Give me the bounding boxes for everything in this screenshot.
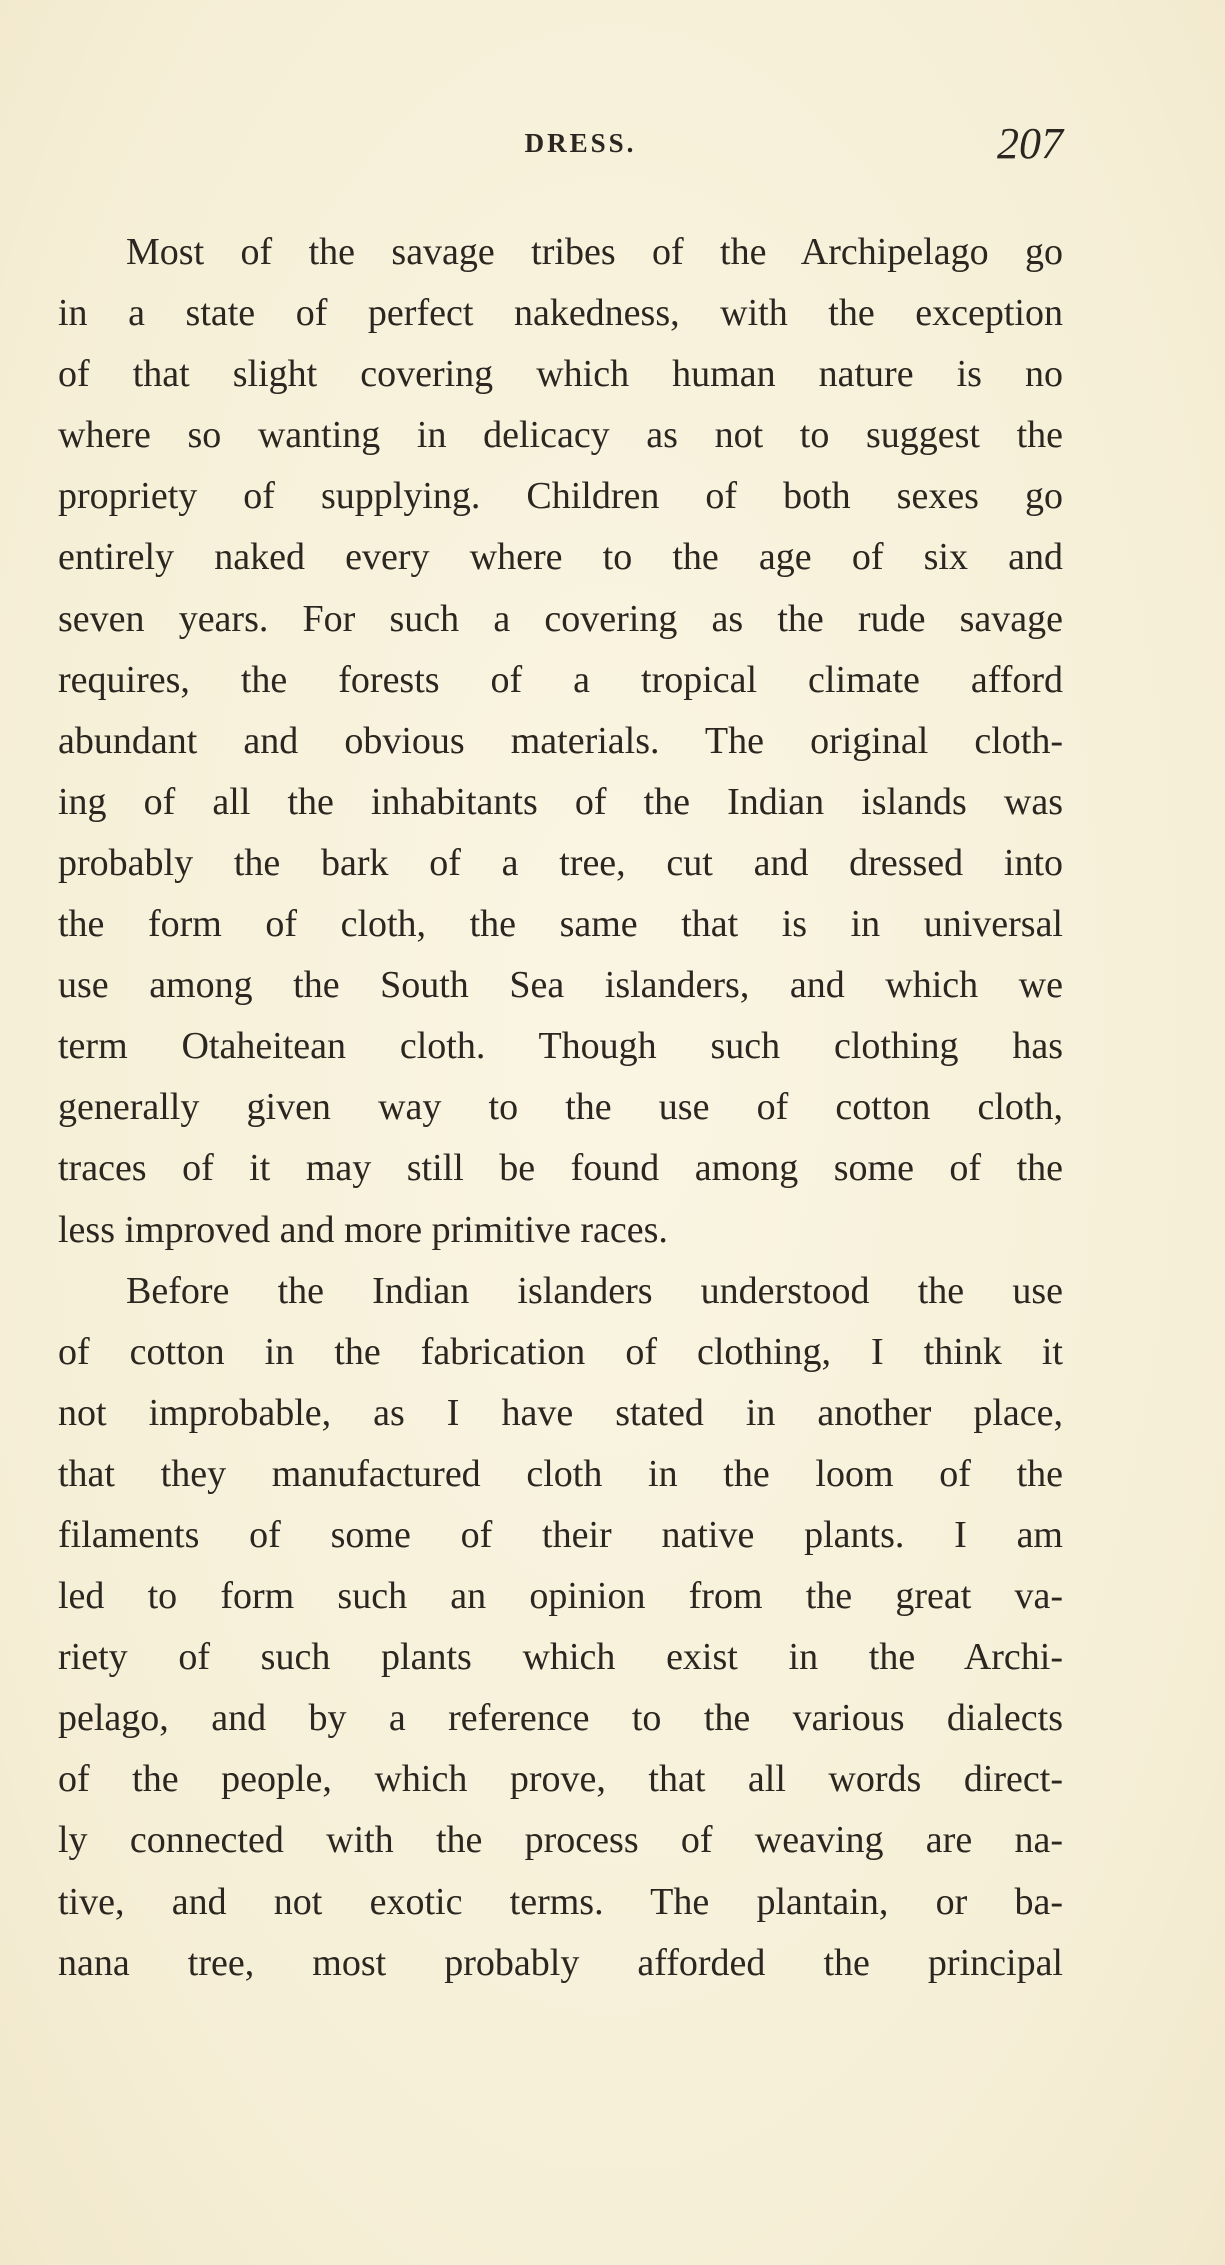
text-line: generally given way to the use of cotton cloth, — [58, 1086, 1063, 1129]
text-line: use among the South Sea islanders, and which we — [58, 964, 1063, 1007]
text-line: the form of cloth, the same that is in universal — [58, 903, 1063, 946]
text-line: led to form such an opinion from the great va- — [58, 1575, 1063, 1618]
text-line: term Otaheitean cloth. Though such clothing has — [58, 1025, 1063, 1068]
text-line: requires, the forests of a tropical climate afford — [58, 658, 1063, 701]
body-text — [58, 222, 1063, 1994]
text-line: seven years. For such a covering as the rude savage — [58, 597, 1063, 640]
text-line: nana tree, most probably afforded the principal — [58, 1941, 1063, 1984]
text-line: tive, and not exotic terms. The plantain, or ba- — [58, 1880, 1063, 1923]
text-line: of the people, which prove, that all words direct- — [58, 1758, 1063, 1801]
text-line: propriety of supplying. Children of both sexes go — [58, 475, 1063, 518]
text-line: not improbable, as I have stated in another place, — [58, 1391, 1063, 1434]
text-line: abundant and obvious materials. The original cloth- — [58, 719, 1063, 762]
text-line: Most of the savage tribes of the Archipelago go — [126, 231, 1063, 273]
running-head-title: DRESS. — [524, 128, 637, 158]
text-line: pelago, and by a reference to the various dialects — [58, 1697, 1063, 1740]
running-head — [58, 118, 1063, 168]
text-line: in a state of perfect nakedness, with the exception — [58, 292, 1063, 335]
text-line: where so wanting in delicacy as not to suggest the — [58, 414, 1063, 457]
text-line: Before the Indian islanders understood the use — [126, 1269, 1063, 1312]
text-line: that they manufactured cloth in the loom of the — [58, 1452, 1063, 1495]
text-line: less improved and more primitive races. — [58, 1208, 668, 1251]
text-line: ly connected with the process of weaving are na- — [58, 1819, 1063, 1862]
page-number: 207 — [997, 119, 1063, 168]
text-line: riety of such plants which exist in the Archi- — [58, 1636, 1063, 1679]
text-line: entirely naked every where to the age of six and — [58, 536, 1063, 579]
text-line: ing of all the inhabitants of the Indian islands was — [58, 780, 1063, 823]
text-line: traces of it may still be found among some of the — [58, 1147, 1063, 1190]
text-line: of cotton in the fabrication of clothing, I think it — [58, 1330, 1063, 1373]
text-line: filaments of some of their native plants. I am — [58, 1513, 1063, 1556]
text-line: of that slight covering which human nature is no — [58, 353, 1063, 396]
text-line: probably the bark of a tree, cut and dressed into — [58, 841, 1063, 884]
